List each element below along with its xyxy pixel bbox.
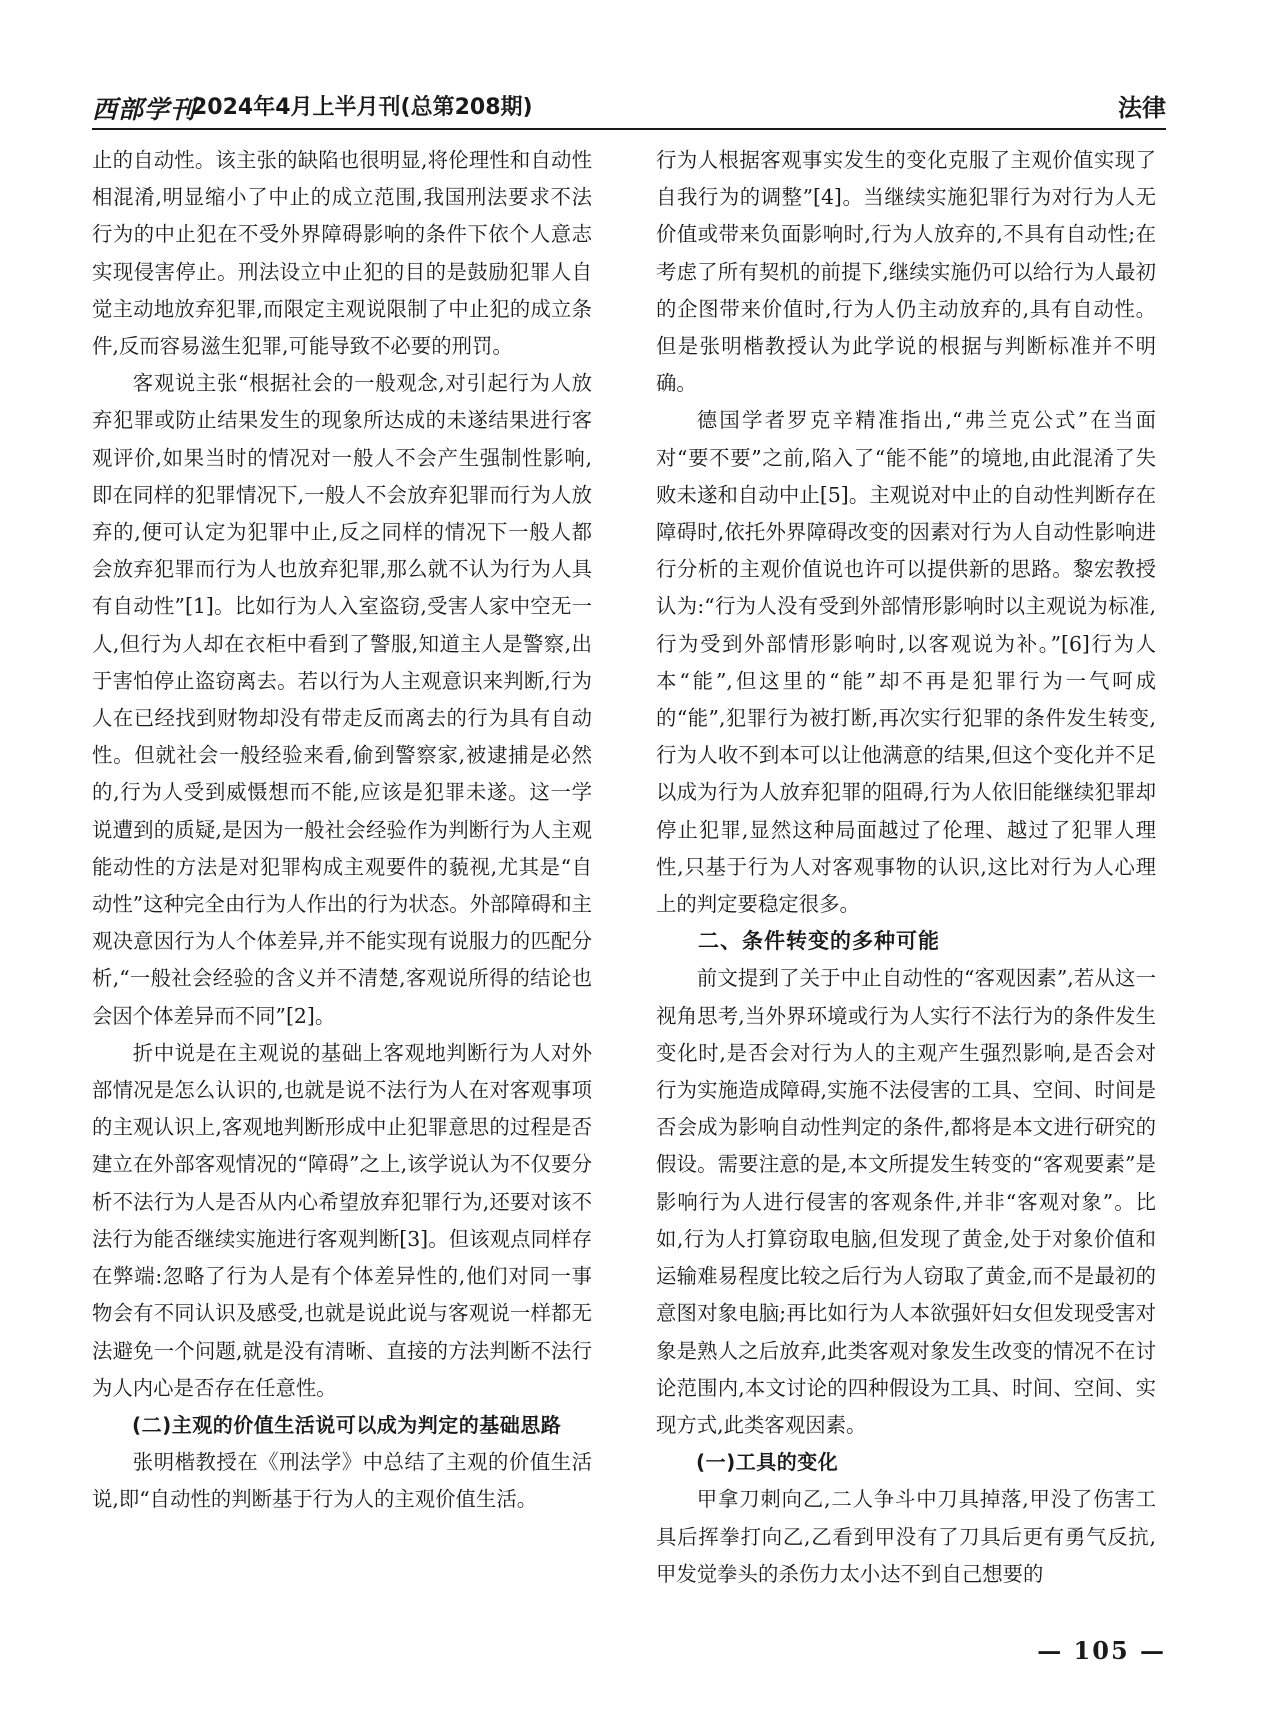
left-column [92,142,592,1662]
journal-issue: 2024年4月上半月刊(总第208期) [192,95,533,120]
section-tag: 法律 [1118,94,1166,122]
paragraph: 客观说主张“根据社会的一般观念,对引起行为人放弃犯罪或防止结果发生的现象所达成的未遂结果进行客观评价,如果当时的情况对一般人不会产生强制性影响,即在同样的犯罪情况下,一般人不会放弃犯罪而行为人放弃的,便可认定为犯罪中止,反之同样的情况下一般人都会放弃犯罪而行为人也放弃犯罪,那么就不认为行为人具有自动性”[1]。比如行为人入室盗窃,受害人家中空无一人,但行为人却在衣柜中看到了警服,知道主人是警察,出于害怕停止盗窃离去。若以行为人主观意识来判断,行为人在已经找到财物却没有带走反而离去的行为具有自动性。但就社会一般经验来看,偷到警察家,被逮捕是必然的,行为人受到威慑想而不能,应该是犯罪未遂。这一学说遭到的质疑,是因为一般社会经验作为判断行为人主观能动性的方法是对犯罪构成主观要件的藐视,尤其是“自动性”这种完全由行为人作出的行为状态。外部障碍和主观决意因行为人个体差异,并不能实现有说服力的匹配分析,“一般社会经验的含义并不清楚,客观说所得的结论也会因个体差异而不同”[2]。 [92,371,592,1028]
header-rule [92,128,1166,130]
subsection-heading: (二)主观的价值生活说可以成为判定的基础思路 [132,1412,562,1437]
subsection-heading: (一)工具的变化 [696,1450,839,1475]
page-number: — 105 — [1037,1636,1166,1665]
paragraph: 前文提到了关于中止自动性的“客观因素”,若从这一视角思考,当外界环境或行为人实行不法行为的条件发生变化时,是否会对行为人的主观产生强烈影响,是否会对行为实施造成障碍,实施不法侵害的工具、空间、时间是否会成为影响自动性判定的条件,都将是本文进行研究的假设。需要注意的是,本文所提发生转变的“客观要素”是影响行为人进行侵害的客观条件,并非“客观对象”。比如,行为人打算窃取电脑,但发现了黄金,处于对象价值和运输难易程度比较之后行为人窃取了黄金,而不是最初的意图对象电脑;再比如行为人本欲强奸妇女但发现受害对象是熟人之后放弃,此类客观对象发生改变的情况不在讨论范围内,本文讨论的四种假设为工具、时间、空间、实现方式,此类客观因素。 [656,966,1156,1437]
paragraph: 止的自动性。该主张的缺陷也很明显,将伦理性和自动性相混淆,明显缩小了中止的成立范围,我国刑法要求不法行为的中止犯在不受外界障碍影响的条件下依个人意志实现侵害停止。刑法设立中止犯的目的是鼓励犯罪人自觉主动地放弃犯罪,而限定主观说限制了中止犯的成立条件,反而容易滋生犯罪,可能导致不必要的刑罚。 [92,148,592,359]
paragraph: 折中说是在主观说的基础上客观地判断行为人对外部情况是怎么认识的,也就是说不法行为人在对客观事项的主观认识上,客观地判断形成中止犯罪意思的过程是否建立在外部客观情况的“障碍”之上,该学说认为不仅要分析不法行为人是否从内心希望放弃犯罪行为,还要对该不法行为能否继续实施进行客观判断[3]。但该观点同样存在弊端:忽略了行为人是有个体差异性的,他们对同一事物会有不同认识及感受,也就是说此说与客观说一样都无法避免一个问题,就是没有清晰、直接的方法判断不法行为人内心是否存在任意性。 [92,1040,592,1400]
paragraph: 行为人根据客观事实发生的变化克服了主观价值实现了自我行为的调整”[4]。当继续实施犯罪行为对行为人无价值或带来负面影响时,行为人放弃的,不具有自动性;在考虑了所有契机的前提下,继续实施仍可以给行为人最初的企图带来价值时,行为人仍主动放弃的,具有自动性。但是张明楷教授认为此学说的根据与判断标准并不明确。 [656,148,1156,396]
running-header [92,86,1166,126]
paragraph: 张明楷教授在《刑法学》中总结了主观的价值生活说,即“自动性的判断基于行为人的主观价值生活。 [92,1450,592,1512]
section-heading: 二、条件转变的多种可能 [698,929,940,954]
right-column [656,142,1156,1662]
paragraph: 德国学者罗克辛精准指出,“弗兰克公式”在当面对“要不要”之前,陷入了“能不能”的境地,由此混淆了失败未遂和自动中止[5]。主观说对中止的自动性判断存在障碍时,依托外界障碍改变的因素对行为人自动性影响进行分析的主观价值说也许可以提供新的思路。黎宏教授认为:“行为人没有受到外部情形影响时以主观说为标准,行为受到外部情形影响时,以客观说为补。”[6]行为人本“能”,但这里的“能”却不再是犯罪行为一气呵成的“能”,犯罪行为被打断,再次实行犯罪的条件发生转变,行为人收不到本可以让他满意的结果,但这个变化并不足以成为行为人放弃犯罪的阻碍,行为人依旧能继续犯罪却停止犯罪,显然这种局面越过了伦理、越过了犯罪人理性,只基于行为人对客观事物的认识,这比对行为人心理上的判定要稳定很多。 [656,408,1156,917]
journal-logo: 西部学刊 [92,95,197,124]
paragraph: 甲拿刀刺向乙,二人争斗中刀具掉落,甲没了伤害工具后挥拳打向乙,乙看到甲没有了刀具后更有勇气反抗,甲发觉拳头的杀伤力太小达不到自己想要的 [656,1487,1156,1586]
